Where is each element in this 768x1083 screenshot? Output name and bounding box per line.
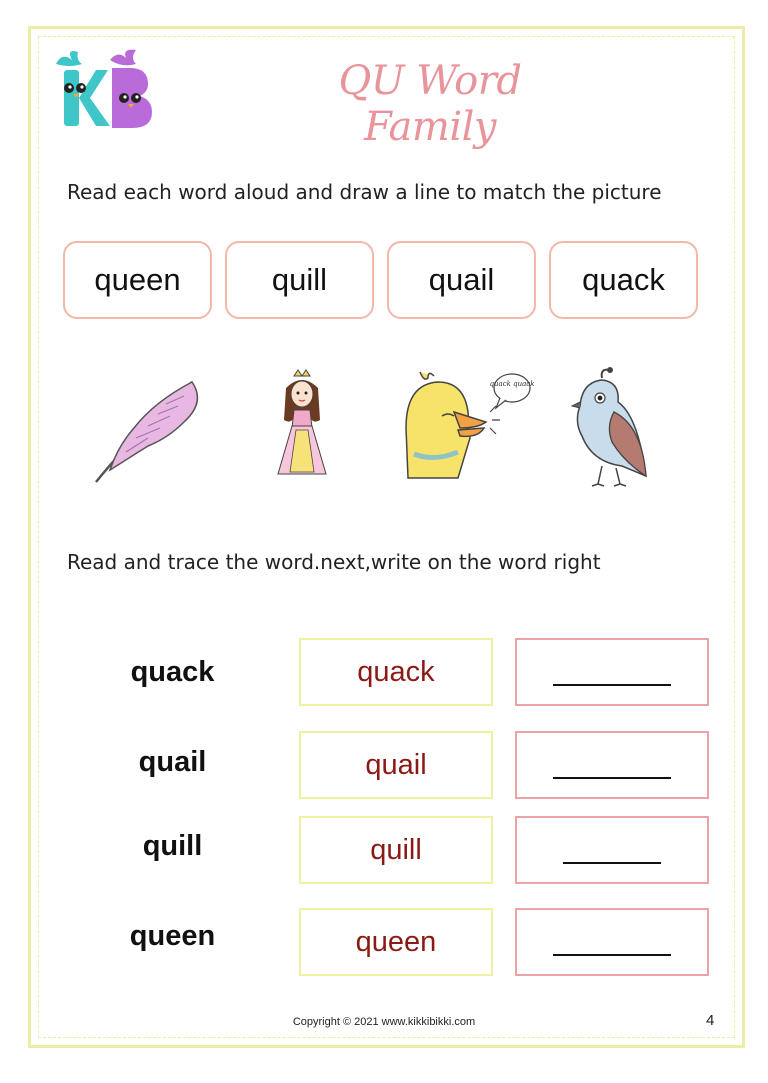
feather-quill-icon (88, 372, 208, 488)
write-line (553, 777, 671, 779)
speech-bubble-text: quack quack (489, 380, 534, 388)
row-word-quack: quack (130, 656, 215, 688)
word-card-quail: quail (387, 241, 536, 319)
write-box-quail[interactable] (515, 731, 709, 799)
write-line (553, 954, 671, 956)
trace-box-queen: queen (299, 908, 493, 976)
trace-box-quail: quail (299, 731, 493, 799)
quail-bird-icon (562, 366, 654, 490)
trace-box-quill: quill (299, 816, 493, 884)
write-box-quack[interactable] (515, 638, 709, 706)
word-card-quill: quill (225, 241, 374, 319)
queen-princess-icon (268, 368, 336, 480)
write-line (563, 862, 661, 864)
instruction-trace: Read and trace the word.next,write on the word right (67, 550, 601, 574)
kb-logo (52, 46, 162, 132)
row-word-quail: quail (138, 746, 207, 778)
row-word-quill: quill (142, 830, 203, 862)
quacking-duck-icon (398, 368, 534, 480)
write-box-queen[interactable] (515, 908, 709, 976)
row-word-queen: queen (129, 920, 216, 952)
word-card-quack: quack (549, 241, 698, 319)
write-box-quill[interactable] (515, 816, 709, 884)
write-line (553, 684, 671, 686)
page-number: 4 (706, 1012, 715, 1029)
page-title: QU Word Family (338, 58, 522, 150)
copyright-text: Copyright © 2021 www.kikkibikki.com (292, 1016, 476, 1028)
instruction-match: Read each word aloud and draw a line to match the picture (67, 180, 662, 204)
word-card-queen: queen (63, 241, 212, 319)
trace-box-quack: quack (299, 638, 493, 706)
